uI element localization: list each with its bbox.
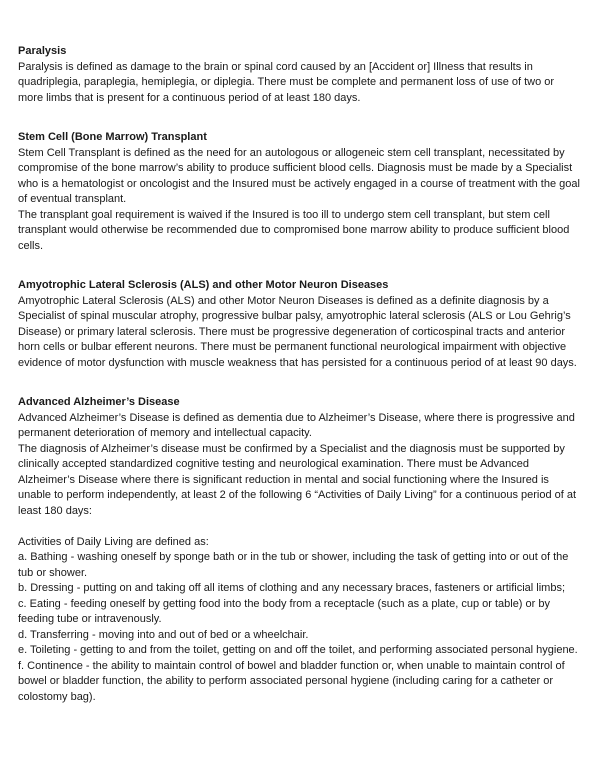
adl-item-continence: f. Continence - the ability to maintain control of bowel and bladder function or, when unable to maintain control of bowel or bladder function, the ability to perform associated personal hygiene (including caring for a catheter or colostomy bag). — [18, 659, 565, 703]
paragraph-stem-cell-definition: Stem Cell Transplant is defined as the need for an autologous or allogeneic stem cell transplant, necessitated by compromise of the bone marrow’s ability to produce sufficient blood cells. Diagnosis must be made by a Specialist who is a hematologist or oncologist and the Insured must be actively engaged in a course of treatment with the goal of eventual transplant. — [18, 146, 580, 205]
paragraph-alzheimers-definition: Advanced Alzheimer’s Disease is defined as dementia due to Alzheimer’s Disease, where there is progressive and permanent deterioration of memory and intellectual capacity. — [18, 411, 575, 439]
blank-line — [18, 519, 582, 535]
adl-intro: Activities of Daily Living are defined as: — [18, 535, 209, 548]
section-heading-paralysis: Paralysis — [18, 45, 67, 57]
section-heading-advanced-alzheimers: Advanced Alzheimer’s Disease — [18, 396, 180, 408]
section-paralysis — [18, 44, 582, 106]
adl-item-transferring: d. Transferring - moving into and out of bed or a wheelchair. — [18, 628, 309, 641]
section-stem-cell-transplant — [18, 130, 582, 254]
adl-item-toileting: e. Toileting - getting to and from the toilet, getting on and off the toilet, and performing associated personal hygiene. — [18, 644, 578, 656]
section-heading-als: Amyotrophic Lateral Sclerosis (ALS) and other Motor Neuron Diseases — [18, 279, 389, 291]
paragraph-paralysis-definition: Paralysis is defined as damage to the brain or spinal cord caused by an [Accident or] Illness that results in quadriplegia, paraplegia, hemiplegia, or diplegia. There must be complete and permanent loss of use of two or more limbs that is present for a continuous period of at least 180 days. — [18, 60, 555, 104]
section-als — [18, 278, 582, 371]
section-advanced-alzheimers — [18, 395, 582, 705]
adl-item-bathing: a. Bathing - washing oneself by sponge bath or in the tub or shower, including the task of getting into or out of the tub or shower. — [18, 551, 569, 579]
paragraph-alzheimers-diagnosis: The diagnosis of Alzheimer’s disease must be confirmed by a Specialist and the diagnosis must be supported by clinically accepted standardized cognitive testing and neurological examination. There must be Advanced Alzheimer’s Disease where there is significant reduction in mental and social functioning where the Insured is unable to perform independently, at least 2 of the following 6 “Activities of Daily Living” for a continuous period of at least 180 days: — [18, 442, 577, 517]
adl-item-dressing: b. Dressing - putting on and taking off all items of clothing and any necessary braces, fasteners or artificial limbs; — [18, 582, 566, 594]
paragraph-als-definition: Amyotrophic Lateral Sclerosis (ALS) and other Motor Neuron Diseases is defined as a definite diagnosis by a Specialist of spinal muscular atrophy, progressive bulbar palsy, amyotrophic lateral sclerosis (ALS or Lou Gehrig’s Disease) or primary lateral sclerosis. There must be progressive degeneration of corticospinal tracts and anterior horn cells or bulbar efferent neurons. There must be permanent functional neurological impairment with objective evidence of motor dysfunction with muscle weakness that has persisted for a continuous period of at least 90 days. — [18, 294, 577, 369]
paragraph-stem-cell-waiver: The transplant goal requirement is waived if the Insured is too ill to undergo stem cell transplant, but stem cell transplant would otherwise be recommended due to compromised bone marrow ability to produce sufficient blood cells. — [18, 208, 570, 252]
section-heading-stem-cell-transplant: Stem Cell (Bone Marrow) Transplant — [18, 131, 207, 143]
adl-item-eating: c. Eating - feeding oneself by getting food into the body from a receptacle (such as a plate, cup or table) or by feeding tube or intravenously. — [18, 597, 550, 625]
